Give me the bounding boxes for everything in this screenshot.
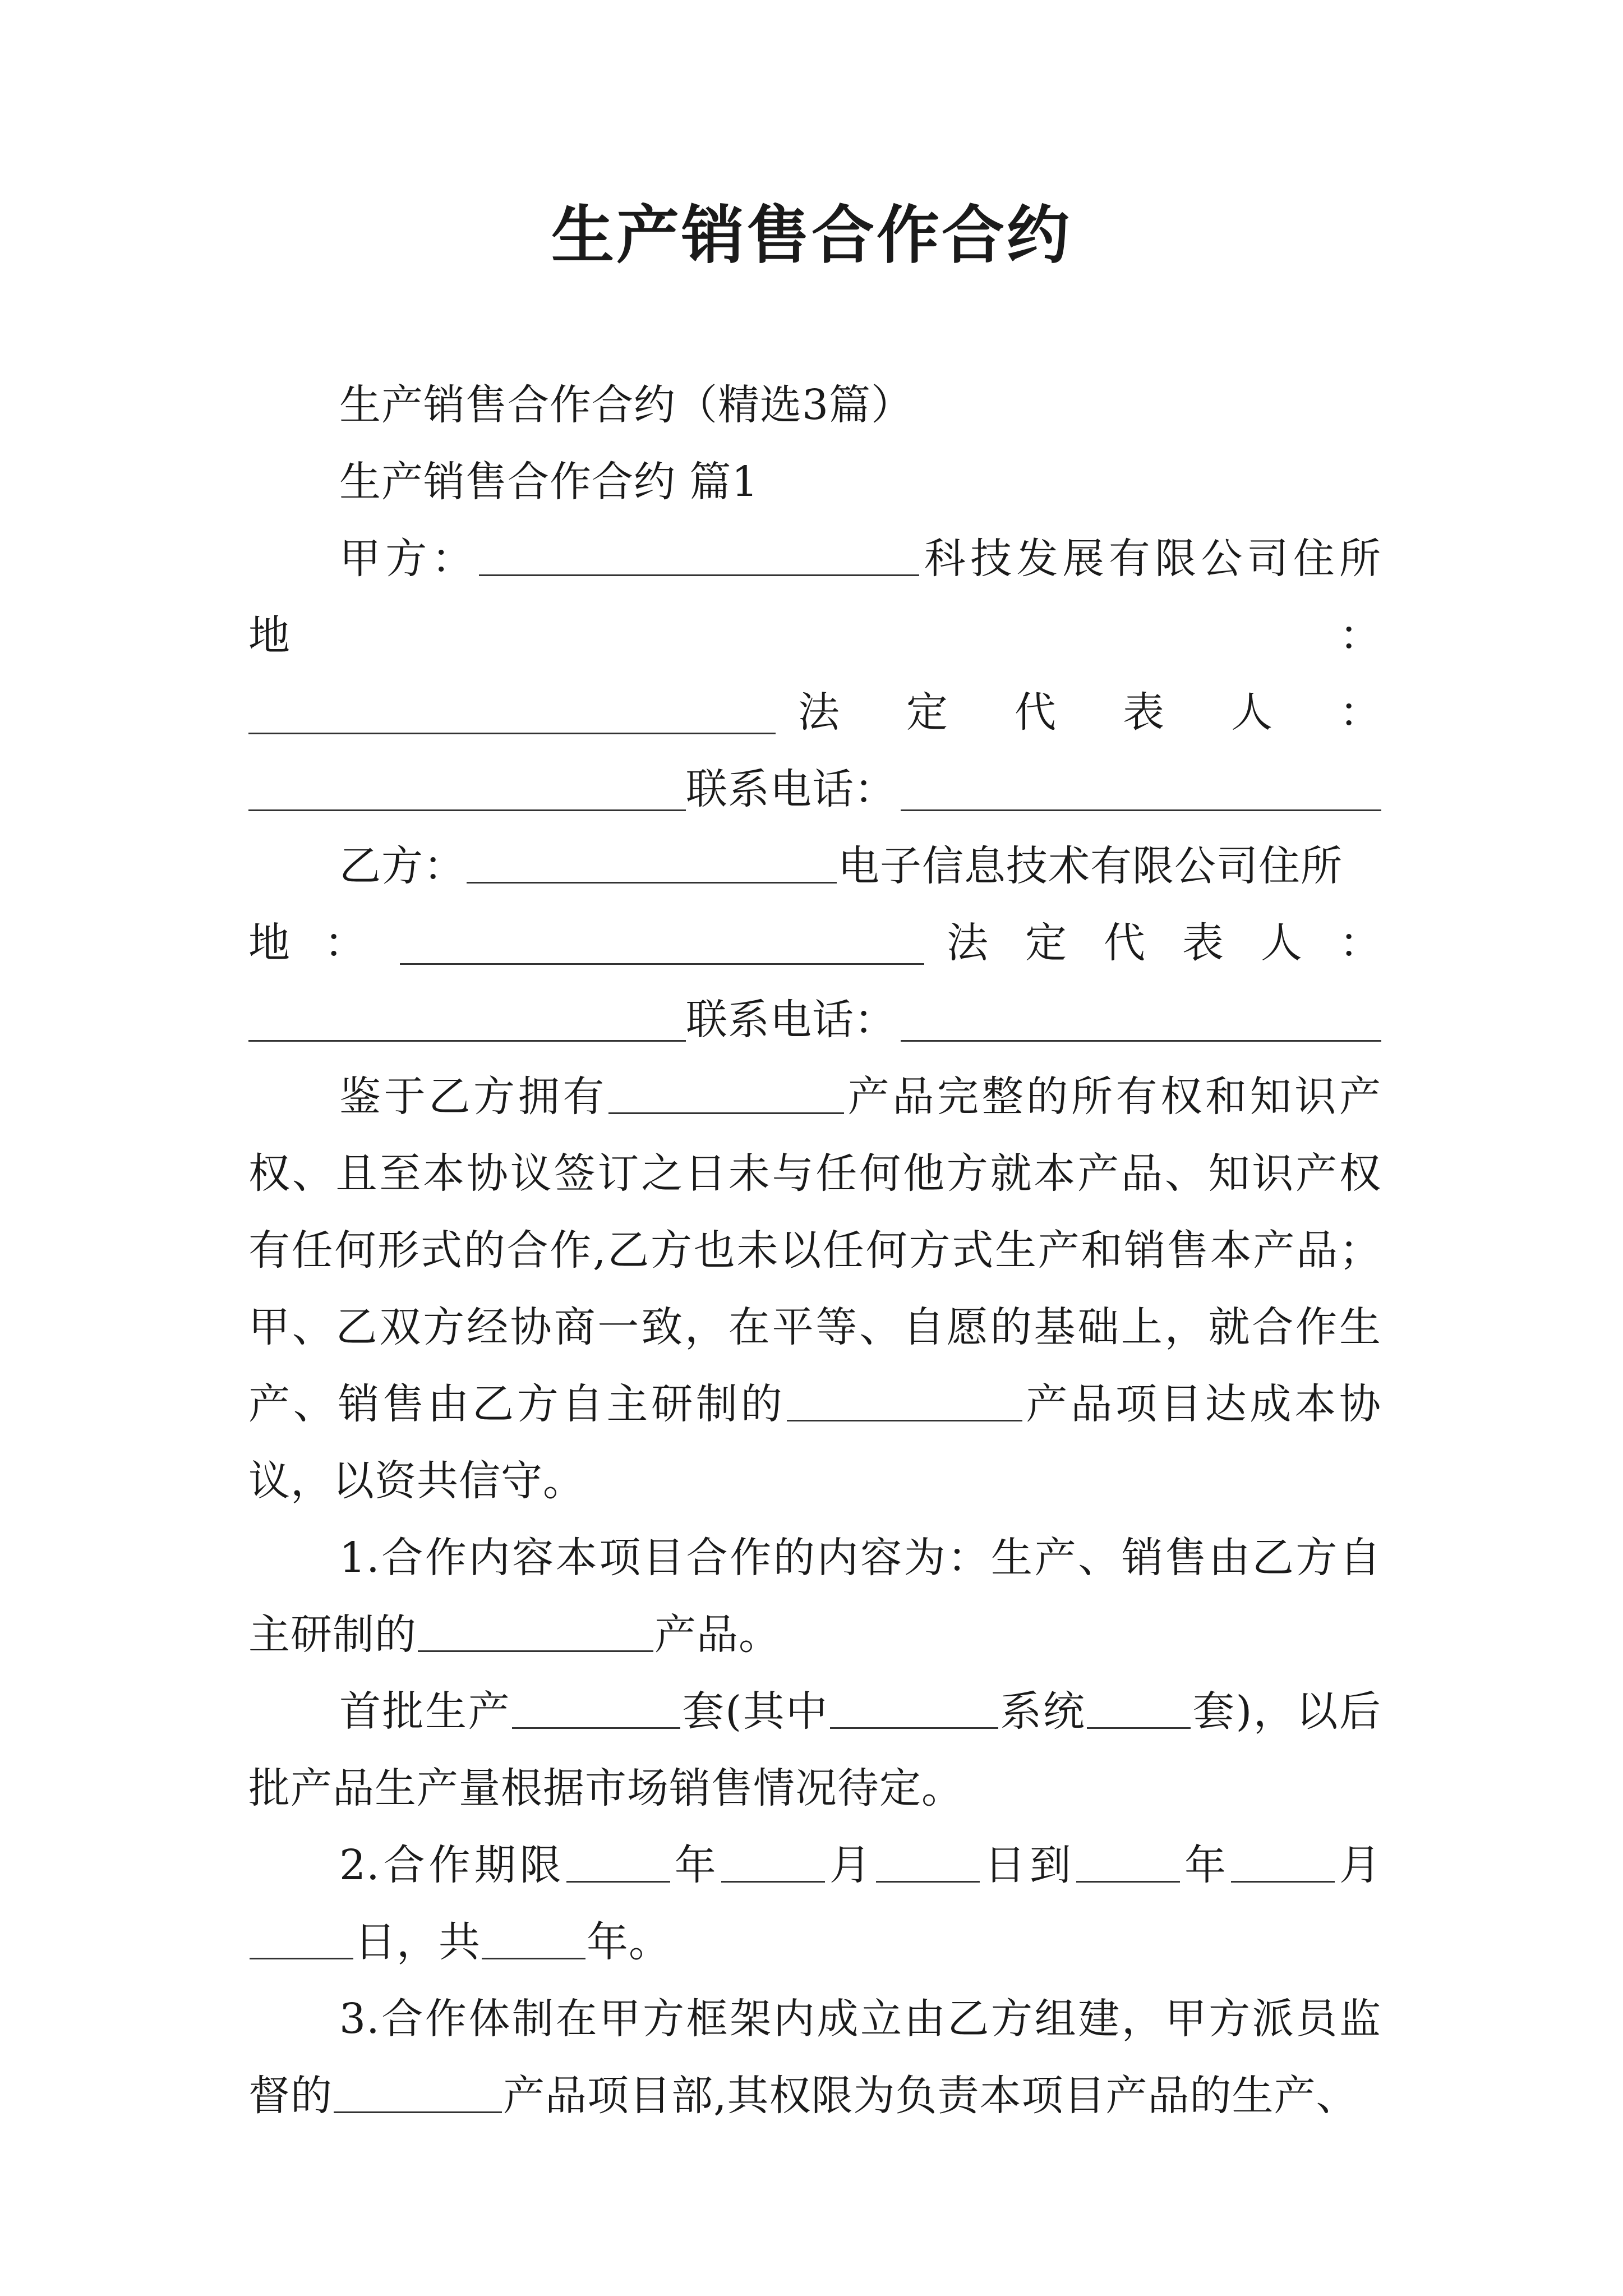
start-month-blank [721,1844,825,1883]
product-name-blank [418,1613,653,1652]
legal-rep-char: ： [1339,919,1381,967]
party-a-company-suffix: 科技发展有限公司住所地： [248,535,1382,660]
start-day-blank [876,1844,980,1883]
party-a-label: 甲方： [339,535,478,583]
clause-3-paragraph [248,1981,1381,2134]
clause-3-text-2: 产品项目部,其权限为负责本项目产品的生产、 [503,2072,1358,2120]
clause-3-text-1: 3.合作体制在甲方框架内成立由乙方组建，甲方派员监督的 [248,1995,1381,2120]
heading-paragraph: 生产销售合作合约（精选3篇） [339,381,914,429]
party-a-name-blank [479,537,919,576]
party-b-rep-blank [248,1001,686,1042]
quantity-blank [512,1690,680,1729]
preamble-text-2: 产品完整的所有权和知识产权、且至本协议签订之日未与任何他方就本产品、知识产权有任何形式的合作,乙方也未以任何方式生产和销售本产品；甲、乙双方经协商一致，在平等、自愿的基础上，就合作生产、销售由乙方自主研制的 [248,1073,1381,1428]
section-heading-paragraph: 生产销售合作合约 篇1 [339,458,759,506]
legal-rep-char: 定 [1025,919,1067,967]
system-name-blank [830,1690,998,1729]
first-batch-text-2: 套(其中 [681,1687,829,1736]
clause-2-text-2: 年 [671,1841,720,1889]
document-title: 生产销售合作合约 [551,199,1072,272]
party-a-legal-rep-label [798,674,1381,751]
party-a-phone-label: 联系电话： [686,765,896,813]
first-batch-text-3: 系统 [999,1687,1086,1736]
first-batch-paragraph [248,1673,1381,1827]
start-year-blank [566,1844,670,1883]
clause-1-paragraph [248,1520,1381,1673]
clause-2-text-6: 月 [1336,1841,1382,1889]
party-b-label: 乙方： [339,842,465,890]
party-b-address-char: 地 [248,919,291,967]
legal-rep-char: 代 [1015,688,1057,737]
product-name-blank [334,2074,502,2113]
clause-1-text-1: 1.合作内容本项目合作的内容为：生产、销售由乙方自主研制的 [248,1534,1381,1659]
party-b-address-colon: ： [324,919,366,967]
preamble-text-1: 鉴于乙方拥有 [339,1073,607,1121]
legal-rep-char: 法 [947,919,989,967]
party-b-company-suffix: 电子信息技术有限公司住所 [838,842,1343,890]
document-body [248,367,1381,2134]
legal-rep-char: 表 [1182,919,1224,967]
party-a-rep-blank [248,770,686,811]
clause-2-text-1: 2.合作期限 [339,1841,565,1889]
end-year-blank [1076,1844,1180,1883]
legal-rep-char: ： [1339,688,1381,737]
legal-rep-char: 法 [798,688,840,737]
party-b-legal-rep-line [248,905,1381,982]
clause-1-text-2: 产品。 [654,1611,781,1659]
legal-rep-char: 人 [1261,919,1303,967]
party-b-paragraph [248,828,1381,905]
clause-2-paragraph [248,1827,1381,1981]
first-batch-text-4: 套)，以后批产品生产量根据市场销售情况待定。 [248,1687,1382,1812]
clause-2-text-8: 年。 [587,1918,671,1966]
preamble-paragraph [248,1059,1381,1520]
end-month-blank [1231,1844,1335,1883]
first-batch-text-1: 首批生产 [339,1687,511,1736]
total-years-blank [482,1921,585,1959]
clause-2-text-5: 年 [1181,1841,1230,1889]
party-a-phone-blank [901,770,1381,811]
preamble-text-3: 产品项目达成本协议，以资共信守。 [248,1380,1382,1505]
clause-2-text-3: 月 [826,1841,875,1889]
party-a-address-blank [248,693,776,734]
party-a-legal-rep-line [248,674,1381,751]
party-b-address-blank [400,924,924,965]
party-b-legal-rep-label [947,905,1381,982]
legal-rep-char: 代 [1104,919,1146,967]
party-b-phone-label: 联系电话： [686,996,896,1044]
party-b-phone-blank [901,1001,1381,1042]
product-name-blank [787,1383,1022,1421]
legal-rep-char: 定 [906,688,948,737]
party-b-phone-line [248,982,1381,1059]
end-day-blank [250,1921,353,1959]
product-name-blank [608,1075,844,1114]
legal-rep-char: 人 [1231,688,1273,737]
clause-2-text-4: 日到 [980,1841,1075,1889]
party-b-name-blank [467,845,837,884]
party-a-phone-line [248,751,1381,828]
legal-rep-char: 表 [1123,688,1165,737]
quantity-blank [1087,1690,1191,1729]
party-a-paragraph [248,521,1381,674]
clause-2-text-7: 日，共 [354,1918,481,1966]
